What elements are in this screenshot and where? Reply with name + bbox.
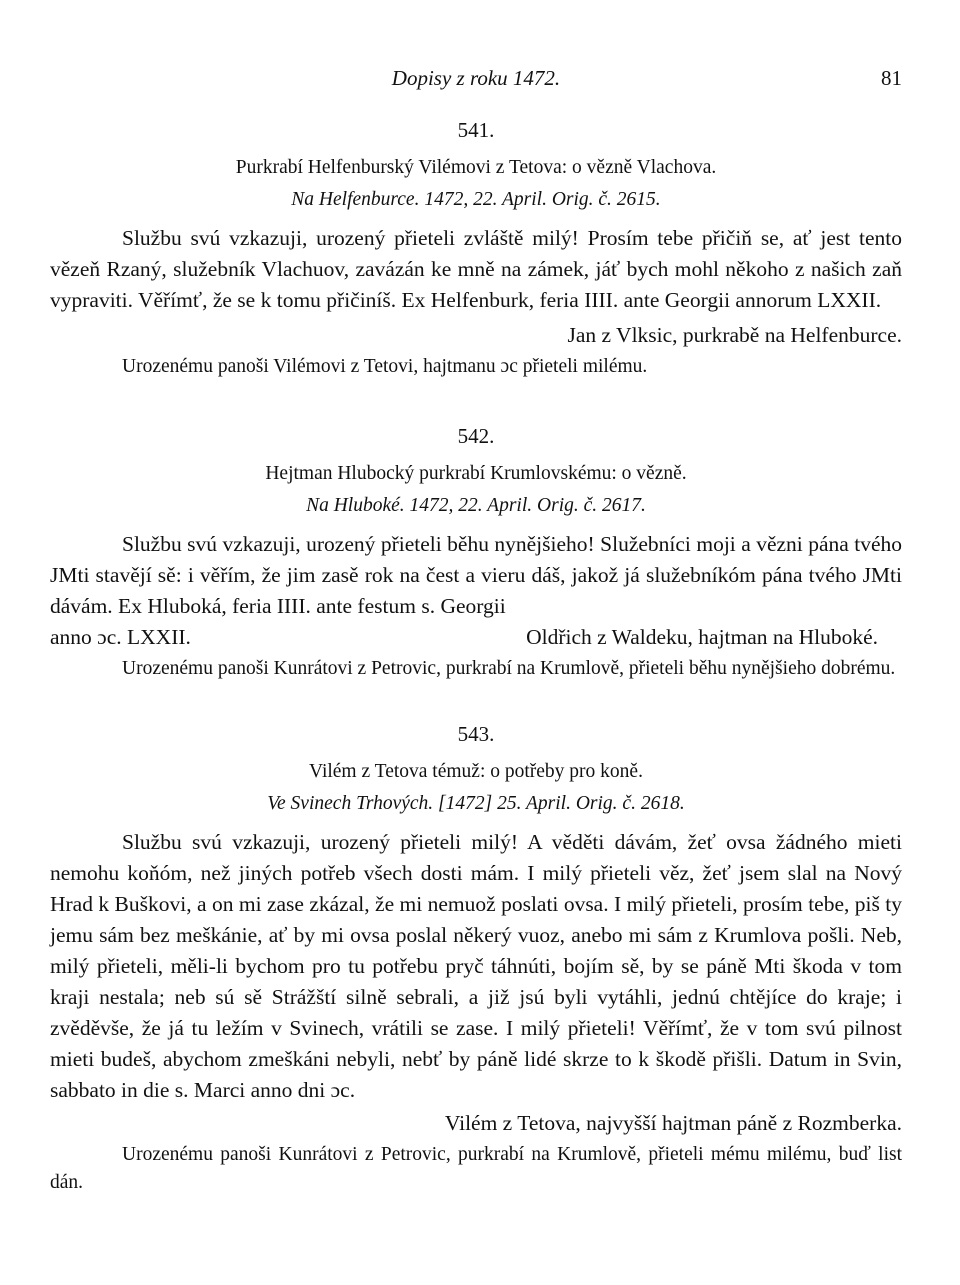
letter-body: Službu svú vzkazuji, urozený přieteli běhu nynějšieho! Služebníci moji a vězni pána tvého JMti stavějí sě: i věřím, že jim zasě rok na čest a vieru dáš, jakož já služebníkóm pána tvého JMti dávám. Ex Hluboká, feria IIII. ante festum s. Georgii (50, 532, 902, 618)
running-head-title: Dopisy z roku 1472. (391, 66, 561, 90)
letter-body: Službu svú vzkazuji, urozený přieteli milý! A věděti dávám, žeť ovsa žádného mieti nemohu koňóm, než jiných potřeb všech dosti mám. I milý přieteli věz, žeť jsem slal na Nový Hrad k Buškovi, a on mi zase zkázal, že mi nemuož poslati ovsa. I milý přieteli, prosím tebe, piš ty jemu sám bez meškánie, ať by mi ovsa poslal někerý vuoz, anebo mi sám z Krumlova pošli. Neb, milý přieteli, měli-li bychom pro tu potřebu pryč táhnúti, bojím sě, by se páně Mti škoda v tom kraji nestala; neb sú sě Strážští silně sebrali, a již jsú byli vytáhli, jednú chtějíce do kraje; i zvěděvše, že já tu ležím v Svinech, vrátili se zase. I milý přieteli! Věřímť, že v tom svú pilnost mieti budeš, abychom zmeškáni nebyli, nebť by páně lidé skrze to k škodě přišli. Datum in Svin, sabbato in die s. Marci anno dni ɔc. (50, 830, 902, 1102)
letter-541 (50, 118, 902, 381)
letter-number: 543. (457, 722, 495, 746)
letter-summary: Purkrabí Helfenburský Vilémovi z Tetova: o vězně Vlachova. (235, 157, 717, 178)
letter-source: Na Hluboké. 1472, 22. April. Orig. č. 2617. (306, 495, 646, 516)
letter-signature: Vilém z Tetova, najvyšší hajtman páně z Rozmberka. (444, 1111, 902, 1135)
letter-summary: Vilém z Tetova témuž: o potřeby pro koně. (309, 761, 643, 782)
closing-line (50, 622, 902, 653)
letter-source: Ve Svinech Trhových. [1472] 25. April. Orig. č. 2618. (267, 793, 685, 814)
page-number: 81 (881, 66, 902, 90)
letter-signature: Jan z Vlksic, purkrabě na Helfenburce. (567, 323, 902, 347)
letter-542 (50, 424, 902, 683)
letter-body: Službu svú vzkazuji, urozený přieteli zvláště milý! Prosím tebe přičiň se, ať jest tento vězeň Rzaný, služebník Vlachuov, zavázán ke mně na zámek, jáť bych mohl někoho z našich zaň vypraviti. Věřímť, že se k tomu přičiníš. Ex Helfenburk, feria IIII. ante Georgii annorum LXXII. (50, 226, 902, 312)
letter-address: Urozenému panoši Vilémovi z Tetovi, hajtmanu ɔc přieteli milému. (122, 356, 648, 377)
letter-address: Urozenému panoši Kunrátovi z Petrovic, purkrabí na Krumlově, přieteli mému milému, buď list dán. (50, 1144, 902, 1193)
letter-number: 541. (457, 118, 495, 142)
letter-number: 542. (457, 424, 495, 448)
letter-543 (50, 722, 902, 1197)
page (50, 0, 902, 1285)
letter-source: Na Helfenburce. 1472, 22. April. Orig. č. 2615. (291, 189, 661, 210)
letter-summary: Hejtman Hlubocký purkrabí Krumlovskému: o vězně. (265, 463, 687, 484)
letter-signature: Oldřich z Waldeku, hajtman na Hluboké. (526, 625, 878, 649)
letter-address: Urozenému panoši Kunrátovi z Petrovic, purkrabí na Krumlově, přieteli běhu nynějšieho dobrému. (122, 658, 896, 679)
letter-closing: anno ɔc. LXXII. (50, 625, 191, 649)
running-head (50, 66, 902, 94)
